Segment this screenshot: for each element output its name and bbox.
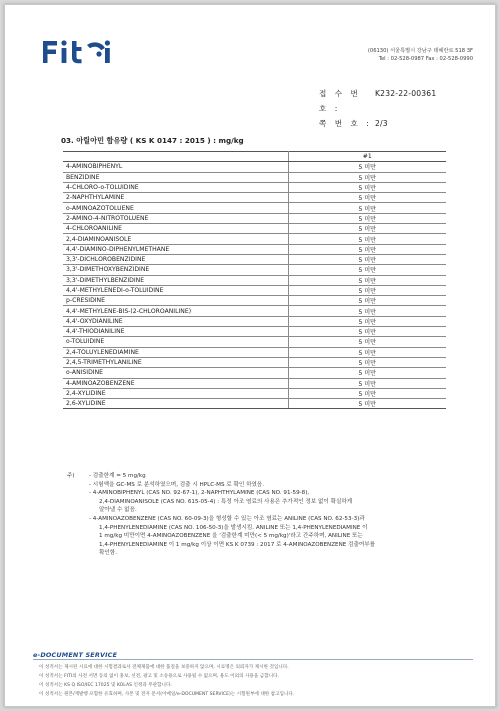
substance-name: 2,4-XYLIDINE — [63, 388, 288, 398]
substance-result: 5 미만 — [288, 193, 446, 203]
footer-note: 이 성적서는 원본/재발행 포함한 유효하며, 사본 및 전자 문서(이메일/e-DOCUMENT SERVICE)는 시험원부에 대한 참고입니다. — [39, 692, 295, 697]
note1-line3: 알아낼 수 없음. — [99, 507, 137, 514]
table-row — [63, 265, 446, 275]
table-row — [63, 378, 446, 388]
table-row — [63, 399, 446, 409]
header-blank-cell — [63, 152, 288, 162]
receipt-number-value: K232-22-00361 — [375, 89, 437, 98]
table-row — [63, 285, 446, 295]
footer-title: e-DOCUMENT SERVICE — [33, 651, 118, 659]
footer-note: 이 성적서는 KS Q ISO/IEC 17025 및 KOLAS 인정과 무관합니다. — [39, 683, 172, 688]
column-header-sample: #1 — [288, 152, 446, 162]
note2-line4: 1,4-PHENYLENEDIAMINE 이 1 mg/kg 이상 이면 KS K 0739 : 2017 로 4-AMINOAZOBENZENE 검출여부를 — [99, 541, 376, 548]
method-note: - 시험액을 GC-MS 로 분석하였으며, 검출 시 HPLC-MS 로 확인 하였음. — [89, 481, 265, 488]
notes-section — [67, 472, 447, 558]
note2-line3: 1 mg/kg 미만이면 4-AMINOAZOBENZENE 을 '검출한계 미만(< 5 mg/kg)'라고 간주하며, ANILINE 또는 — [99, 533, 363, 540]
table-header-row — [63, 152, 446, 162]
table-row — [63, 244, 446, 254]
table-row — [63, 203, 446, 213]
substance-name: 2,4-DIAMINOANISOLE — [63, 234, 288, 244]
substance-name: 4,4'-DIAMINO-DIPHENYLMETHANE — [63, 244, 288, 254]
substance-result: 5 미만 — [288, 296, 446, 306]
page-number-label: 쪽 번 호 : — [319, 119, 372, 128]
substance-result: 5 미만 — [288, 337, 446, 347]
substance-result: 5 미만 — [288, 285, 446, 295]
address-line: (06130) 서울특별시 강남구 테헤란로 518 3F — [367, 48, 473, 54]
table-row — [63, 162, 446, 172]
table-row — [63, 254, 446, 264]
substance-result: 5 미만 — [288, 172, 446, 182]
substance-result: 5 미만 — [288, 182, 446, 192]
substance-result: 5 미만 — [288, 203, 446, 213]
footer-divider — [33, 659, 473, 660]
substance-result: 5 미만 — [288, 327, 446, 337]
substance-result: 5 미만 — [288, 224, 446, 234]
table-row — [63, 234, 446, 244]
detection-limit-note: - 검출한계 = 5 mg/kg — [89, 473, 146, 479]
table-row — [63, 347, 446, 357]
substance-result: 5 미만 — [288, 357, 446, 367]
substance-result: 5 미만 — [288, 244, 446, 254]
substance-result: 5 미만 — [288, 265, 446, 275]
note2-line1: - 4-AMINOAZOBENZENE (CAS NO. 60-09-3)을 형성할 수 있는 아조 염료는 ANILINE (CAS NO. 62-53-3)과 — [89, 515, 365, 522]
table-row — [63, 327, 446, 337]
company-address — [368, 47, 473, 63]
table-row — [63, 172, 446, 182]
substance-name: o-TOLUIDINE — [63, 337, 288, 347]
substance-name: 4,4'-THIODIANILINE — [63, 327, 288, 337]
report-reference — [319, 86, 436, 131]
table-row — [63, 337, 446, 347]
footer-note: 이 성적서는 제시된 시료에 대한 시험결과로서 전체제품에 대한 품질을 보증하지 않으며, 시료명은 의뢰자가 제시한 것입니다. — [39, 665, 289, 670]
substance-name: 2,4-TOLUYLENEDIAMINE — [63, 347, 288, 357]
substance-name: 4-CHLORO-o-TOLUIDINE — [63, 182, 288, 192]
substance-result: 5 미만 — [288, 275, 446, 285]
footer-note: 이 성적서는 FITI의 사전 서면 동의 없이 홍보, 선전, 광고 및 소송용으로 사용될 수 없으며, 용도 이외의 사용을 금합니다. — [39, 674, 279, 679]
substance-result: 5 미만 — [288, 162, 446, 172]
table-row — [63, 316, 446, 326]
substance-name: 3,3'-DICHLOROBENZIDINE — [63, 254, 288, 264]
table-row — [63, 193, 446, 203]
substance-result: 5 미만 — [288, 213, 446, 223]
substance-result: 5 미만 — [288, 399, 446, 409]
substance-result: 5 미만 — [288, 347, 446, 357]
footer-notes — [39, 663, 469, 699]
substance-name: 2,4,5-TRIMETHYLANILINE — [63, 357, 288, 367]
substance-result: 5 미만 — [288, 234, 446, 244]
table-row — [63, 357, 446, 367]
table-row — [63, 368, 446, 378]
substance-name: 3,3'-DIMETHYLBENZIDINE — [63, 275, 288, 285]
substance-result: 5 미만 — [288, 368, 446, 378]
substance-result: 5 미만 — [288, 378, 446, 388]
contact-line: Tel : 02-528-0987 Fax : 02-528-0990 — [378, 56, 473, 62]
table-row — [63, 275, 446, 285]
substance-result: 5 미만 — [288, 316, 446, 326]
table-row — [63, 296, 446, 306]
note1-line1: - 4-AMINOBIPHENYL (CAS NO. 92-67-1), 2-NAPHTHYLAMINE (CAS NO. 91-59-8), — [89, 490, 310, 497]
note1-line2: 2,4-DIAMINOANISOLE (CAS NO. 615-05-4) : 특정 아조 염료의 사용은 추가적인 정보 없이 확실하게 — [99, 498, 353, 505]
substance-name: BENZIDINE — [63, 172, 288, 182]
table-row — [63, 182, 446, 192]
substance-name: 4-CHLOROANILINE — [63, 224, 288, 234]
substance-name: 4,4'-METHYLENE-BIS-(2-CHLOROANILINE) — [63, 306, 288, 316]
table-row — [63, 306, 446, 316]
table-row — [63, 388, 446, 398]
substance-result: 5 미만 — [288, 254, 446, 264]
substance-name: 3,3'-DIMETHOXYBENZIDINE — [63, 265, 288, 275]
substance-result: 5 미만 — [288, 306, 446, 316]
substance-name: 4-AMINOAZOBENZENE — [63, 378, 288, 388]
fiti-logo — [39, 35, 119, 67]
document-page — [4, 4, 496, 707]
substance-name: 2-NAPHTHYLAMINE — [63, 193, 288, 203]
substance-name: 2,6-XYLIDINE — [63, 399, 288, 409]
substance-name: 4,4'-OXYDIANILINE — [63, 316, 288, 326]
substance-name: p-CRESIDINE — [63, 296, 288, 306]
results-table — [63, 151, 446, 409]
table-row — [63, 224, 446, 234]
substance-result: 5 미만 — [288, 388, 446, 398]
substance-name: 4,4'-METHYLENEDI-o-TOLUIDINE — [63, 285, 288, 295]
notes-mark: 주) — [67, 473, 75, 479]
note2-line2: 1,4-PHENYLENEDIAMINE (CAS NO. 106-50-3)을 발생시킴. ANILINE 또는 1,4-PHENYLENEDIAMINE 이 — [99, 524, 368, 531]
receipt-number-label: 접 수 번 호 : — [319, 89, 361, 113]
substance-name: 2-AMINO-4-NITROTOLUENE — [63, 213, 288, 223]
table-row — [63, 213, 446, 223]
substance-name: 4-AMINOBIPHENYL — [63, 162, 288, 172]
note2-line5: 확인함. — [99, 550, 117, 557]
section-title: 03. 아릴아민 함유량 ( KS K 0147 : 2015 ) : mg/kg — [61, 136, 244, 145]
page-number-value: 2/3 — [375, 119, 388, 128]
substance-name: o-ANISIDINE — [63, 368, 288, 378]
substance-name: o-AMINOAZOTOLUENE — [63, 203, 288, 213]
